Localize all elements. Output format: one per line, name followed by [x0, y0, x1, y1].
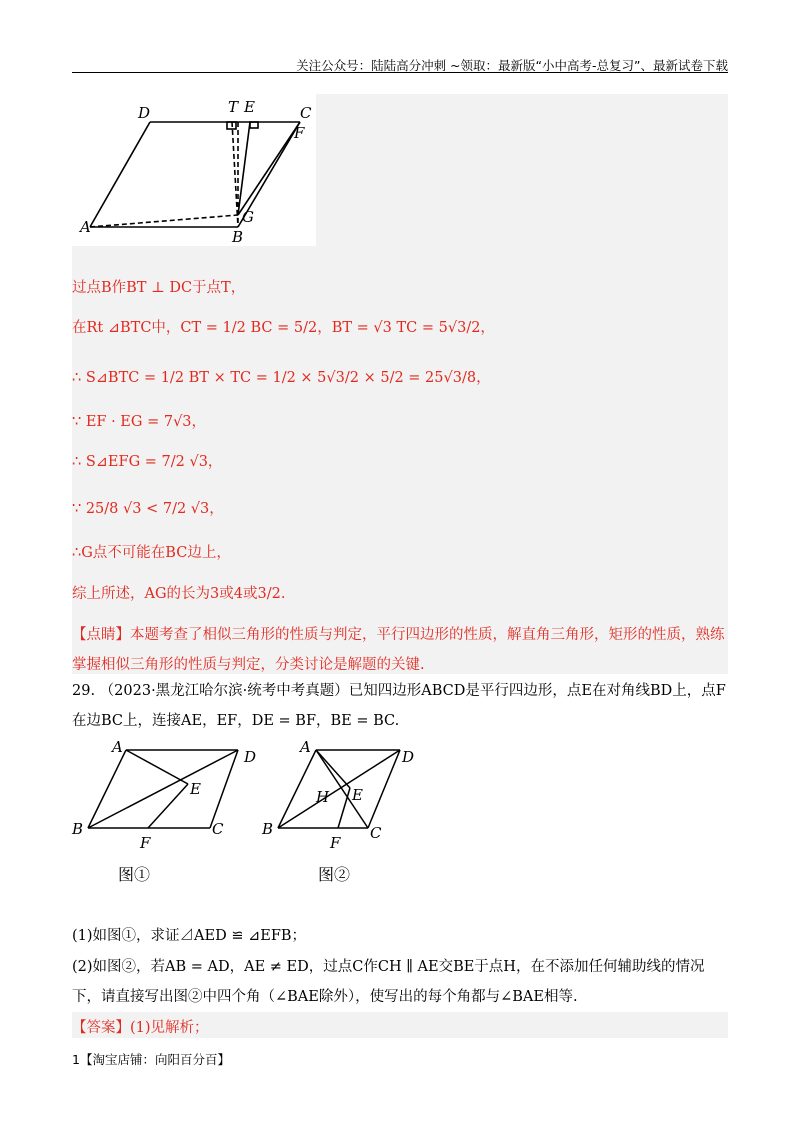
figure-parallelogram-1 [72, 94, 316, 246]
fig2-label-E: E [190, 780, 201, 798]
solution-line-2: 在Rt ⊿BTC中，CT = 1/2 BC = 5/2，BT = √3 TC = 5√3/2， [72, 320, 495, 336]
label-T: T [228, 98, 239, 116]
problem-statement: 29. （2023·黑龙江哈尔滨·统考中考真题）已知四边形ABCD是平行四边形，点E在对角线BD上，点F在边BC上，连接AE，EF，DE = BF，BE = BC. [72, 683, 726, 729]
fig3-label-H: H [316, 788, 330, 806]
label-F: F [294, 124, 305, 142]
problem-part-2: (2)如图②，若AB = AD，AE ≠ ED，过点C作CH ∥ AE交BE于点H，在不添加任何辅助线的情况下，请直接写出图②中四个角（∠BAE除外），使写出的每个角都与∠BAE相等. [72, 959, 705, 1005]
answer-line: 【答案】(1)见解析； [72, 1020, 209, 1036]
fig2-label-F: F [140, 834, 151, 852]
label-E: E [244, 98, 255, 116]
solution-line-8: 综上所述，AG的长为3或4或3/2. [72, 586, 286, 602]
solution-line-3: ∴ S⊿BTC = 1/2 BT × TC = 1/2 × 5√3/2 × 5/2 = 25√3/8， [72, 370, 491, 386]
fig3-label-D: D [402, 748, 415, 766]
solution-line-6: ∵ 25/8 √3 < 7/2 √3， [72, 501, 224, 517]
solution-line-5: ∴ S⊿EFG = 7/2 √3， [72, 454, 223, 470]
page-footer: 1【淘宝店铺：向阳百分百】 [72, 1052, 230, 1067]
label-G: G [242, 208, 254, 226]
solution-line-7: ∴G点不可能在BC边上， [72, 545, 231, 561]
solution-line-4: ∵ EF · EG = 7√3， [72, 414, 207, 430]
problem-figures [60, 740, 440, 890]
fig3-label-C: C [370, 824, 382, 842]
fig3-label-A: A [300, 740, 311, 756]
label-C: C [300, 104, 312, 122]
solution-comment: 【点睛】本题考查了相似三角形的性质与判定，平行四边形的性质，解直角三角形，矩形的性质，熟练掌握相似三角形的性质与判定，分类讨论是解题的关键. [72, 627, 725, 673]
fig2-label-B: B [72, 820, 84, 838]
label-D: D [138, 104, 151, 122]
fig2-label-D: D [244, 748, 257, 766]
label-A: A [80, 218, 91, 236]
solution-line-1: 过点B作BT ⊥ DC于点T， [72, 280, 246, 296]
fig-caption-2: 图② [318, 865, 351, 884]
fig2-label-C: C [212, 820, 224, 838]
fig3-label-F: F [330, 834, 341, 852]
fig3-label-E: E [352, 786, 363, 804]
fig3-label-B: B [262, 820, 274, 838]
header-rule [72, 72, 728, 73]
label-B: B [232, 228, 244, 246]
problem-part-1: (1)如图①，求证⊿AED ≌ ⊿EFB； [72, 928, 307, 944]
page-header: 关注公众号：陆陆高分冲刺 ~领取：最新版“小中高考-总复习”、最新试卷下载 [296, 58, 728, 73]
fig2-label-A: A [112, 740, 123, 756]
fig-caption-1: 图① [118, 865, 151, 884]
